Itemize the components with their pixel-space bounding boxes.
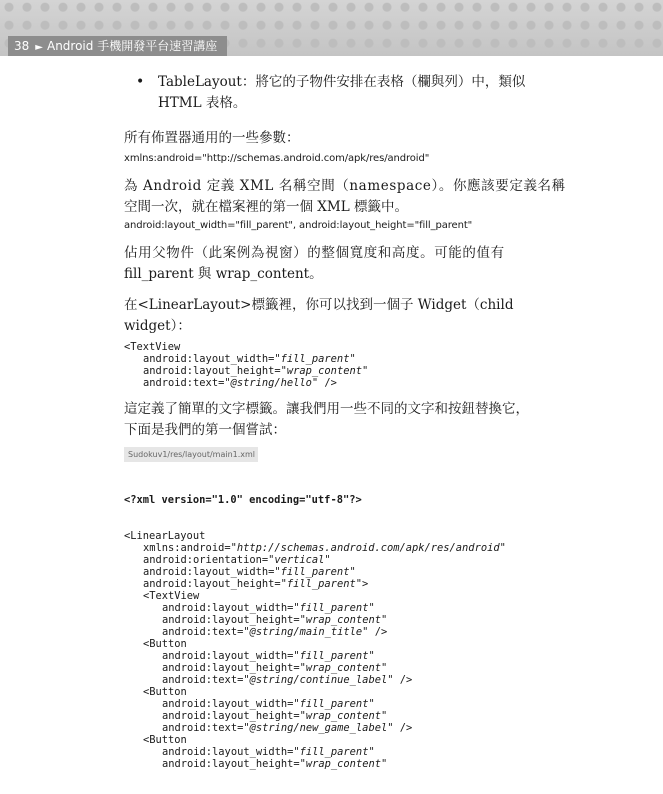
running-header <box>8 36 227 56</box>
code-value: "vertical" <box>268 554 331 566</box>
code-attr: android:layout_width= <box>143 566 275 578</box>
code-line <box>124 566 579 578</box>
code-attr: android:text= <box>162 626 244 638</box>
code-attr: android:layout_width= <box>143 353 275 365</box>
code-value: "wrap_content" <box>299 614 388 626</box>
code-suffix: /> <box>368 626 388 638</box>
code-value: "wrap_content" <box>299 758 388 770</box>
code-value: "wrap_content" <box>299 662 388 674</box>
code-block-textview <box>124 341 579 389</box>
code-line <box>124 578 579 590</box>
code-attr: <LinearLayout <box>124 530 206 542</box>
code-suffix: /> <box>393 674 413 686</box>
code-line <box>124 650 579 662</box>
code-line <box>124 542 579 554</box>
code-attr: <Button <box>143 686 187 698</box>
code-line <box>124 638 579 650</box>
code-value: "wrap_content" <box>280 365 369 377</box>
code-attr: android:layout_height= <box>143 365 281 377</box>
code-attr: android:layout_height= <box>162 662 300 674</box>
code-value: "@string/hello" <box>224 377 319 389</box>
code-value: "wrap_content" <box>299 710 388 722</box>
code-attr: <TextView <box>124 341 181 353</box>
code-line <box>124 686 579 698</box>
code-attr: <Button <box>143 638 187 650</box>
code-line <box>124 530 579 542</box>
code-value: "fill_parent" <box>280 578 362 590</box>
code-attr: android:text= <box>162 722 244 734</box>
code-value: "fill_parent" <box>293 746 375 758</box>
code-line <box>124 590 579 602</box>
code-line <box>124 353 579 365</box>
paragraph-common-params: 所有佈置器通用的一些參數： <box>124 130 300 146</box>
code-attr: android:layout_height= <box>162 758 300 770</box>
page-body <box>124 72 579 794</box>
code-attr: android:layout_height= <box>162 614 300 626</box>
code-line <box>124 734 579 746</box>
paragraph-namespace-line: 空間一次，就在檔案裡的第一個 XML 標籤中。 <box>124 199 408 215</box>
code-value: "fill_parent" <box>293 602 375 614</box>
bullet-text-line: TableLayout：將它的子物件安排在表格（欄與列）中，類似 <box>158 74 526 90</box>
code-attr: android:layout_height= <box>143 578 281 590</box>
code-line <box>124 554 579 566</box>
code-value: "@string/main_title" <box>243 626 369 638</box>
code-line-xml-declaration: <?xml version="1.0" encoding="utf-8"?> <box>124 494 362 506</box>
paragraph-fill-line: fill_parent 與 wrap_content。 <box>124 266 323 282</box>
bullet-item <box>124 72 579 114</box>
code-value: "http://schemas.android.com/apk/res/android" <box>230 542 506 554</box>
code-attr: android:text= <box>162 674 244 686</box>
paragraph-namespace-line: 為 Android 定義 XML 名稱空間（namespace）。你應該要定義名稱 <box>124 178 566 194</box>
page-number: 38 <box>14 39 30 53</box>
attribute-xmlns: xmlns:android="http://schemas.android.com/apk/res/android" <box>124 153 430 164</box>
arrow-icon: ► <box>35 42 43 53</box>
file-path-label: Sudokuv1/res/layout/main1.xml <box>124 447 258 462</box>
attribute-layout: android:layout_width="fill_parent", android:layout_height="fill_parent" <box>124 220 473 231</box>
code-attr: android:layout_width= <box>162 650 294 662</box>
code-line <box>124 662 579 674</box>
code-suffix: /> <box>318 377 337 389</box>
page-header <box>0 0 663 56</box>
code-line <box>124 698 579 710</box>
code-attr: android:layout_height= <box>162 710 300 722</box>
code-value: "@string/new_game_label" <box>243 722 394 734</box>
code-attr: android:layout_width= <box>162 698 294 710</box>
code-attr: android:layout_width= <box>162 746 294 758</box>
code-attr: <TextView <box>143 590 200 602</box>
paragraph-fill-line: 佔用父物件（此案例為視窗）的整個寬度和高度。可能的值有 <box>124 245 505 261</box>
bullet-text-line: HTML 表格。 <box>158 95 247 111</box>
code-value: "fill_parent" <box>293 650 375 662</box>
code-attr: android:text= <box>143 377 225 389</box>
code-value: "@string/continue_label" <box>243 674 394 686</box>
code-attr: <Button <box>143 734 187 746</box>
code-line <box>124 602 579 614</box>
code-line <box>124 614 579 626</box>
book-title: Android 手機開發平台速習講座 <box>46 39 218 53</box>
code-line <box>124 377 579 389</box>
code-line <box>124 365 579 377</box>
code-line <box>124 722 579 734</box>
code-attr: android:orientation= <box>143 554 269 566</box>
paragraph-define-line: 這定義了簡單的文字標籤。讓我們用一些不同的文字和按鈕替換它， <box>124 401 529 417</box>
code-block-main1 <box>124 470 579 794</box>
paragraph-define-line: 下面是我們的第一個嘗試： <box>124 422 286 438</box>
code-line <box>124 341 579 353</box>
code-line <box>124 746 579 758</box>
code-suffix: > <box>361 578 369 590</box>
code-attr: xmlns:android= <box>143 542 231 554</box>
code-line <box>124 710 579 722</box>
code-value: "fill_parent" <box>274 566 356 578</box>
code-line <box>124 758 579 770</box>
code-suffix: /> <box>393 722 413 734</box>
code-value: "fill_parent" <box>274 353 356 365</box>
code-line <box>124 674 579 686</box>
bullet-icon: • <box>136 74 145 90</box>
code-attr: android:layout_width= <box>162 602 294 614</box>
code-value: "fill_parent" <box>293 698 375 710</box>
paragraph-widget: 在<LinearLayout>標籤裡，你可以找到一個子 Widget（child widget）： <box>124 297 514 334</box>
code-line <box>124 626 579 638</box>
